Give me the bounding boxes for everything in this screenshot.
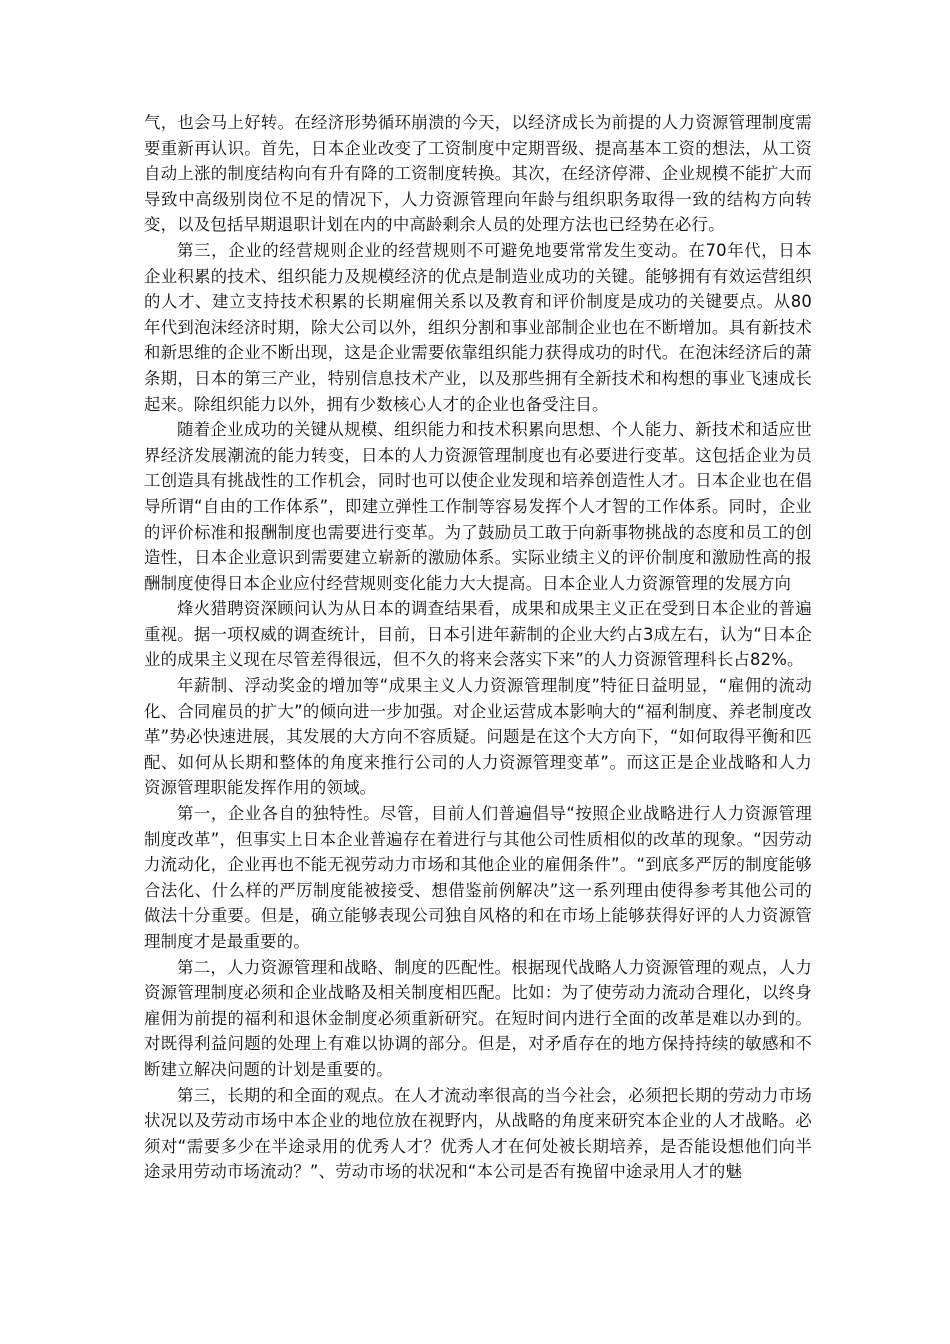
paragraph-third-long-term: 第三，长期的和全面的观点。在人才流动率很高的当今社会，必须把长期的劳动力市场状况以及劳动市场中本企业的地位放在视野内，从战略的角度来研究本企业的人才战略。必须对“需要多少在半途录用的优秀人才？优秀人才在何处被长期培养，是否能设想他们向半途录用劳动市场流动？”、劳动市场的状况和“本公司是否有挽留中途录用人才的魅 — [144, 1085, 812, 1182]
document-page — [144, 110, 812, 1185]
paragraph-third-business-rules: 第三，企业的经营规则企业的经营规则不可避免地要常常发生变动。在70年代，日本企业积累的技术、组织能力及规模经济的优点是制造业成功的关键。能够拥有有效运营组织的人才、建立支持技术积累的长期雇佣关系以及教育和评价制度是成功的关键要点。从80年代到泡沫经济时期，除大公司以外，组织分割和事业部制企业也在不断增加。具有新技术和新思维的企业不断出现，这是企业需要依靠组织能力获得成功的时代。在泡沫经济后的萧条期，日本的第三产业，特别信息技术产业，以及那些拥有全新技术和构想的事业飞速成长起来。除组织能力以外，拥有少数核心人才的企业也备受注目。 — [144, 240, 812, 414]
paragraph-survey-results: 烽火猎聘资深顾问认为从日本的调查结果看，成果和成果主义正在受到日本企业的普遍重视。据一项权威的调查统计，目前，日本引进年薪制的企业大约占3成左右，认为“日本企业的成果主义现在尽管差得很远，但不久的将来会落实下来”的人力资源管理科长占82%。 — [144, 599, 812, 670]
paragraph-results-based-system: 年薪制、浮动奖金的增加等“成果主义人力资源管理制度”特征日益明显，“雇佣的流动化、合同雇员的扩大”的倾向进一步加强。对企业运营成本影响大的“福利制度、养老制度改革”势必快速进展，其发展的大方向不容质疑。问题是在这个大方向下，“如何取得平衡和匹配、如何从长期和整体的角度来推行公司的人力资源管理变革”。而这正是企业战略和人力资源管理职能发挥作用的领域。 — [144, 676, 812, 798]
paragraph-hr-reform: 随着企业成功的关键从规模、组织能力和技术积累向思想、个人能力、新技术和适应世界经济发展潮流的能力转变，日本的人力资源管理制度也有必要进行变革。这包括企业为员工创造具有挑战性的工作机会，同时也可以使企业发现和培养创造性人才。日本企业也在倡导所谓“自由的工作体系”，即建立弹性工作制等容易发挥个人才智的工作体系。同时，企业的评价标准和报酬制度也需要进行变革。为了鼓励员工敢于向新事物挑战的态度和员工的创造性，日本企业意识到需要建立崭新的激励体系。实际业绩主义的评价制度和激励性高的报酬制度使得日本企业应付经营规则变化能力大大提高。日本企业人力资源管理的发展方向 — [144, 420, 812, 593]
paragraph-second-fit: 第二，人力资源管理和战略、制度的匹配性。根据现代战略人力资源管理的观点，人力资源管理制度必须和企业战略及相关制度相匹配。比如：为了使劳动力流动合理化，以终身雇佣为前提的福利和退休金制度必须重新研究。在短时间内进行全面的改革是难以办到的。对既得利益问题的处理上有难以协调的部分。但是，对矛盾存在的地方保持持续的敏感和不断建立解决问题的计划是重要的。 — [144, 957, 812, 1079]
paragraph-first-uniqueness: 第一，企业各自的独特性。尽管，目前人们普遍倡导“按照企业战略进行人力资源管理制度改革”，但事实上日本企业普遍存在着进行与其他公司性质相似的改革的现象。“因劳动力流动化，企业再也不能无视劳动力市场和其他企业的雇佣条件”。“到底多严厉的制度能够合法化、什么样的严厉制度能被接受、想借鉴前例解决”这一系列理由使得参考其他公司的做法十分重要。但是，确立能够表现公司独自风格的和在市场上能够获得好评的人力资源管理制度才是最重要的。 — [144, 804, 812, 951]
paragraph-continuation: 气，也会马上好转。在经济形势循环崩溃的今天，以经济成长为前提的人力资源管理制度需要重新再认识。首先，日本企业改变了工资制度中定期晋级、提高基本工资的想法，从工资自动上涨的制度结构向有升有降的工资制度转换。其次，在经济停滞、企业规模不能扩大而导致中高级别岗位不足的情况下，人力资源管理向年龄与组织职务取得一致的结构方向转变，以及包括早期退职计划在内的中高龄剩余人员的处理方法也已经势在必行。 — [144, 113, 812, 235]
